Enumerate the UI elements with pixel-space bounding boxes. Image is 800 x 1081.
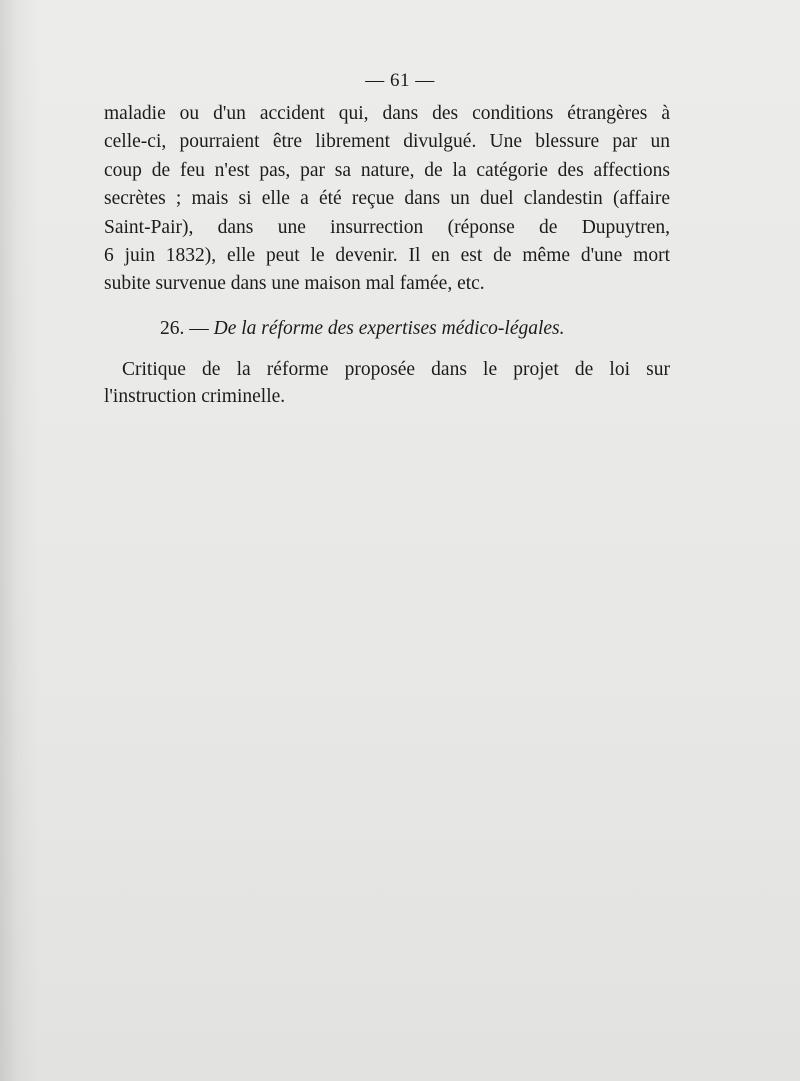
- paragraph-line: maladie ou d'un accident qui, dans des conditions étrangères à: [104, 103, 670, 124]
- paragraph-line: celle-ci, pourraient être librement divulgué. Une blessure par un: [104, 131, 670, 153]
- paragraph-line: secrètes ; mais si elle a été reçue dans un duel clandestin (affaire: [104, 188, 670, 210]
- paragraph-line: coup de feu n'est pas, par sa nature, de la catégorie des affections: [104, 159, 670, 181]
- section-line: Critique de la réforme proposée dans le projet de loi sur: [122, 359, 670, 380]
- section-paragraph: [104, 356, 670, 410]
- section-number: 26. —: [160, 318, 214, 339]
- page-number: — 61 —: [365, 70, 435, 91]
- paragraph-line: Saint-Pair), dans une insurrection (réponse de Dupuytren,: [104, 216, 670, 238]
- body-paragraph: [104, 100, 670, 299]
- paragraph-line: 6 juin 1832), elle peut le devenir. Il en est de même d'une mort: [104, 245, 670, 267]
- section-line: l'instruction criminelle.: [104, 386, 286, 407]
- paragraph-line: subite survenue dans une maison mal famée, etc.: [104, 273, 485, 295]
- section-heading: [160, 318, 670, 340]
- section-title: De la réforme des expertises médico-légales.: [213, 318, 565, 339]
